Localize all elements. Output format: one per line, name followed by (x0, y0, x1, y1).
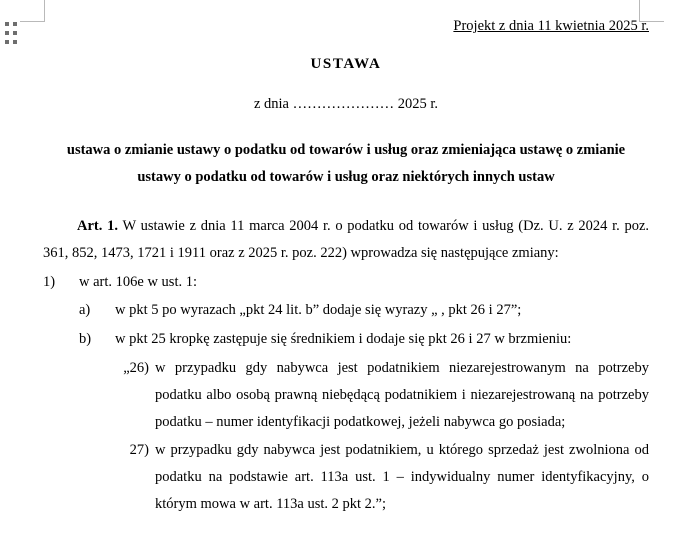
article-paragraph (43, 213, 649, 267)
quoted-point-marker: „26) (123, 359, 149, 376)
act-title-line-2: zmianie ustawy o podatku od towarów i usług oraz niektórych innych ustaw (137, 142, 626, 186)
list-item (79, 326, 649, 353)
document-text-frame (43, 0, 649, 548)
article-number-label: Art. 1. (77, 217, 118, 234)
drag-dot (5, 22, 9, 26)
act-title (43, 137, 649, 191)
page-margin-mark-top-left (20, 0, 45, 22)
list-item-text: w pkt 25 kropkę zastępuje się średnikiem i dodaje się pkt 26 i 27 w brzmieniu: (115, 331, 572, 348)
list-item (79, 297, 649, 324)
quoted-point-marker: 27) (129, 442, 149, 459)
quoted-point (115, 355, 649, 435)
act-title-line-1: ustawa o zmianie ustawy o podatku od towarów i usług oraz zmieniająca ustawę o (66, 142, 574, 159)
list-item-text: w pkt 5 po wyrazach „pkt 24 lit. b” dodaje się wyrazy „ , pkt 26 i 27”; (115, 302, 522, 319)
draft-date-note-text: Projekt z dnia 11 kwietnia 2025 r. (453, 18, 649, 34)
act-label: USTAWA (310, 56, 382, 73)
drag-handle-dots-icon[interactable] (5, 22, 17, 44)
draft-date-note (43, 0, 649, 36)
quoted-point (115, 437, 649, 517)
quoted-point-text: w przypadku gdy nabywca jest podatnikiem niezarejestrowanym na potrzeby podatku albo osobą prawną niebędącą podatnikiem i niezarejestrowaną na potrzeby podatku – numer identyfikacji podatkowej, jeżeli nabywca go posiada; (155, 359, 649, 430)
article-body-text: W ustawie z dnia 11 marca 2004 r. o podatku od towarów i usług (Dz. U. z 2024 r. poz. 361, 852, 1473, 1721 i 1911 oraz z 2025 r. poz. 222) wprowadza się następujące zmiany: (43, 217, 649, 261)
act-date-line: z dnia ………………… 2025 r. (253, 96, 439, 113)
list-item (43, 269, 649, 296)
quoted-point-text: w przypadku gdy nabywca jest podatnikiem, u którego sprzedaż jest zwolniona od podatku na podstawie art. 113a ust. 1 – indywidualny numer identyfikacyjny, o którym mowa w art. 113a ust. 2 pkt 2.”; (155, 442, 649, 513)
drag-dot (5, 40, 9, 44)
drag-dot (13, 22, 17, 26)
drag-dot (5, 31, 9, 35)
drag-dot (13, 40, 17, 44)
drag-dot (13, 31, 17, 35)
list-item-text: w art. 106e w ust. 1: (79, 273, 197, 290)
list-item-marker: a) (79, 302, 91, 319)
list-item-marker: 1) (43, 273, 56, 290)
list-item-marker: b) (79, 331, 92, 348)
